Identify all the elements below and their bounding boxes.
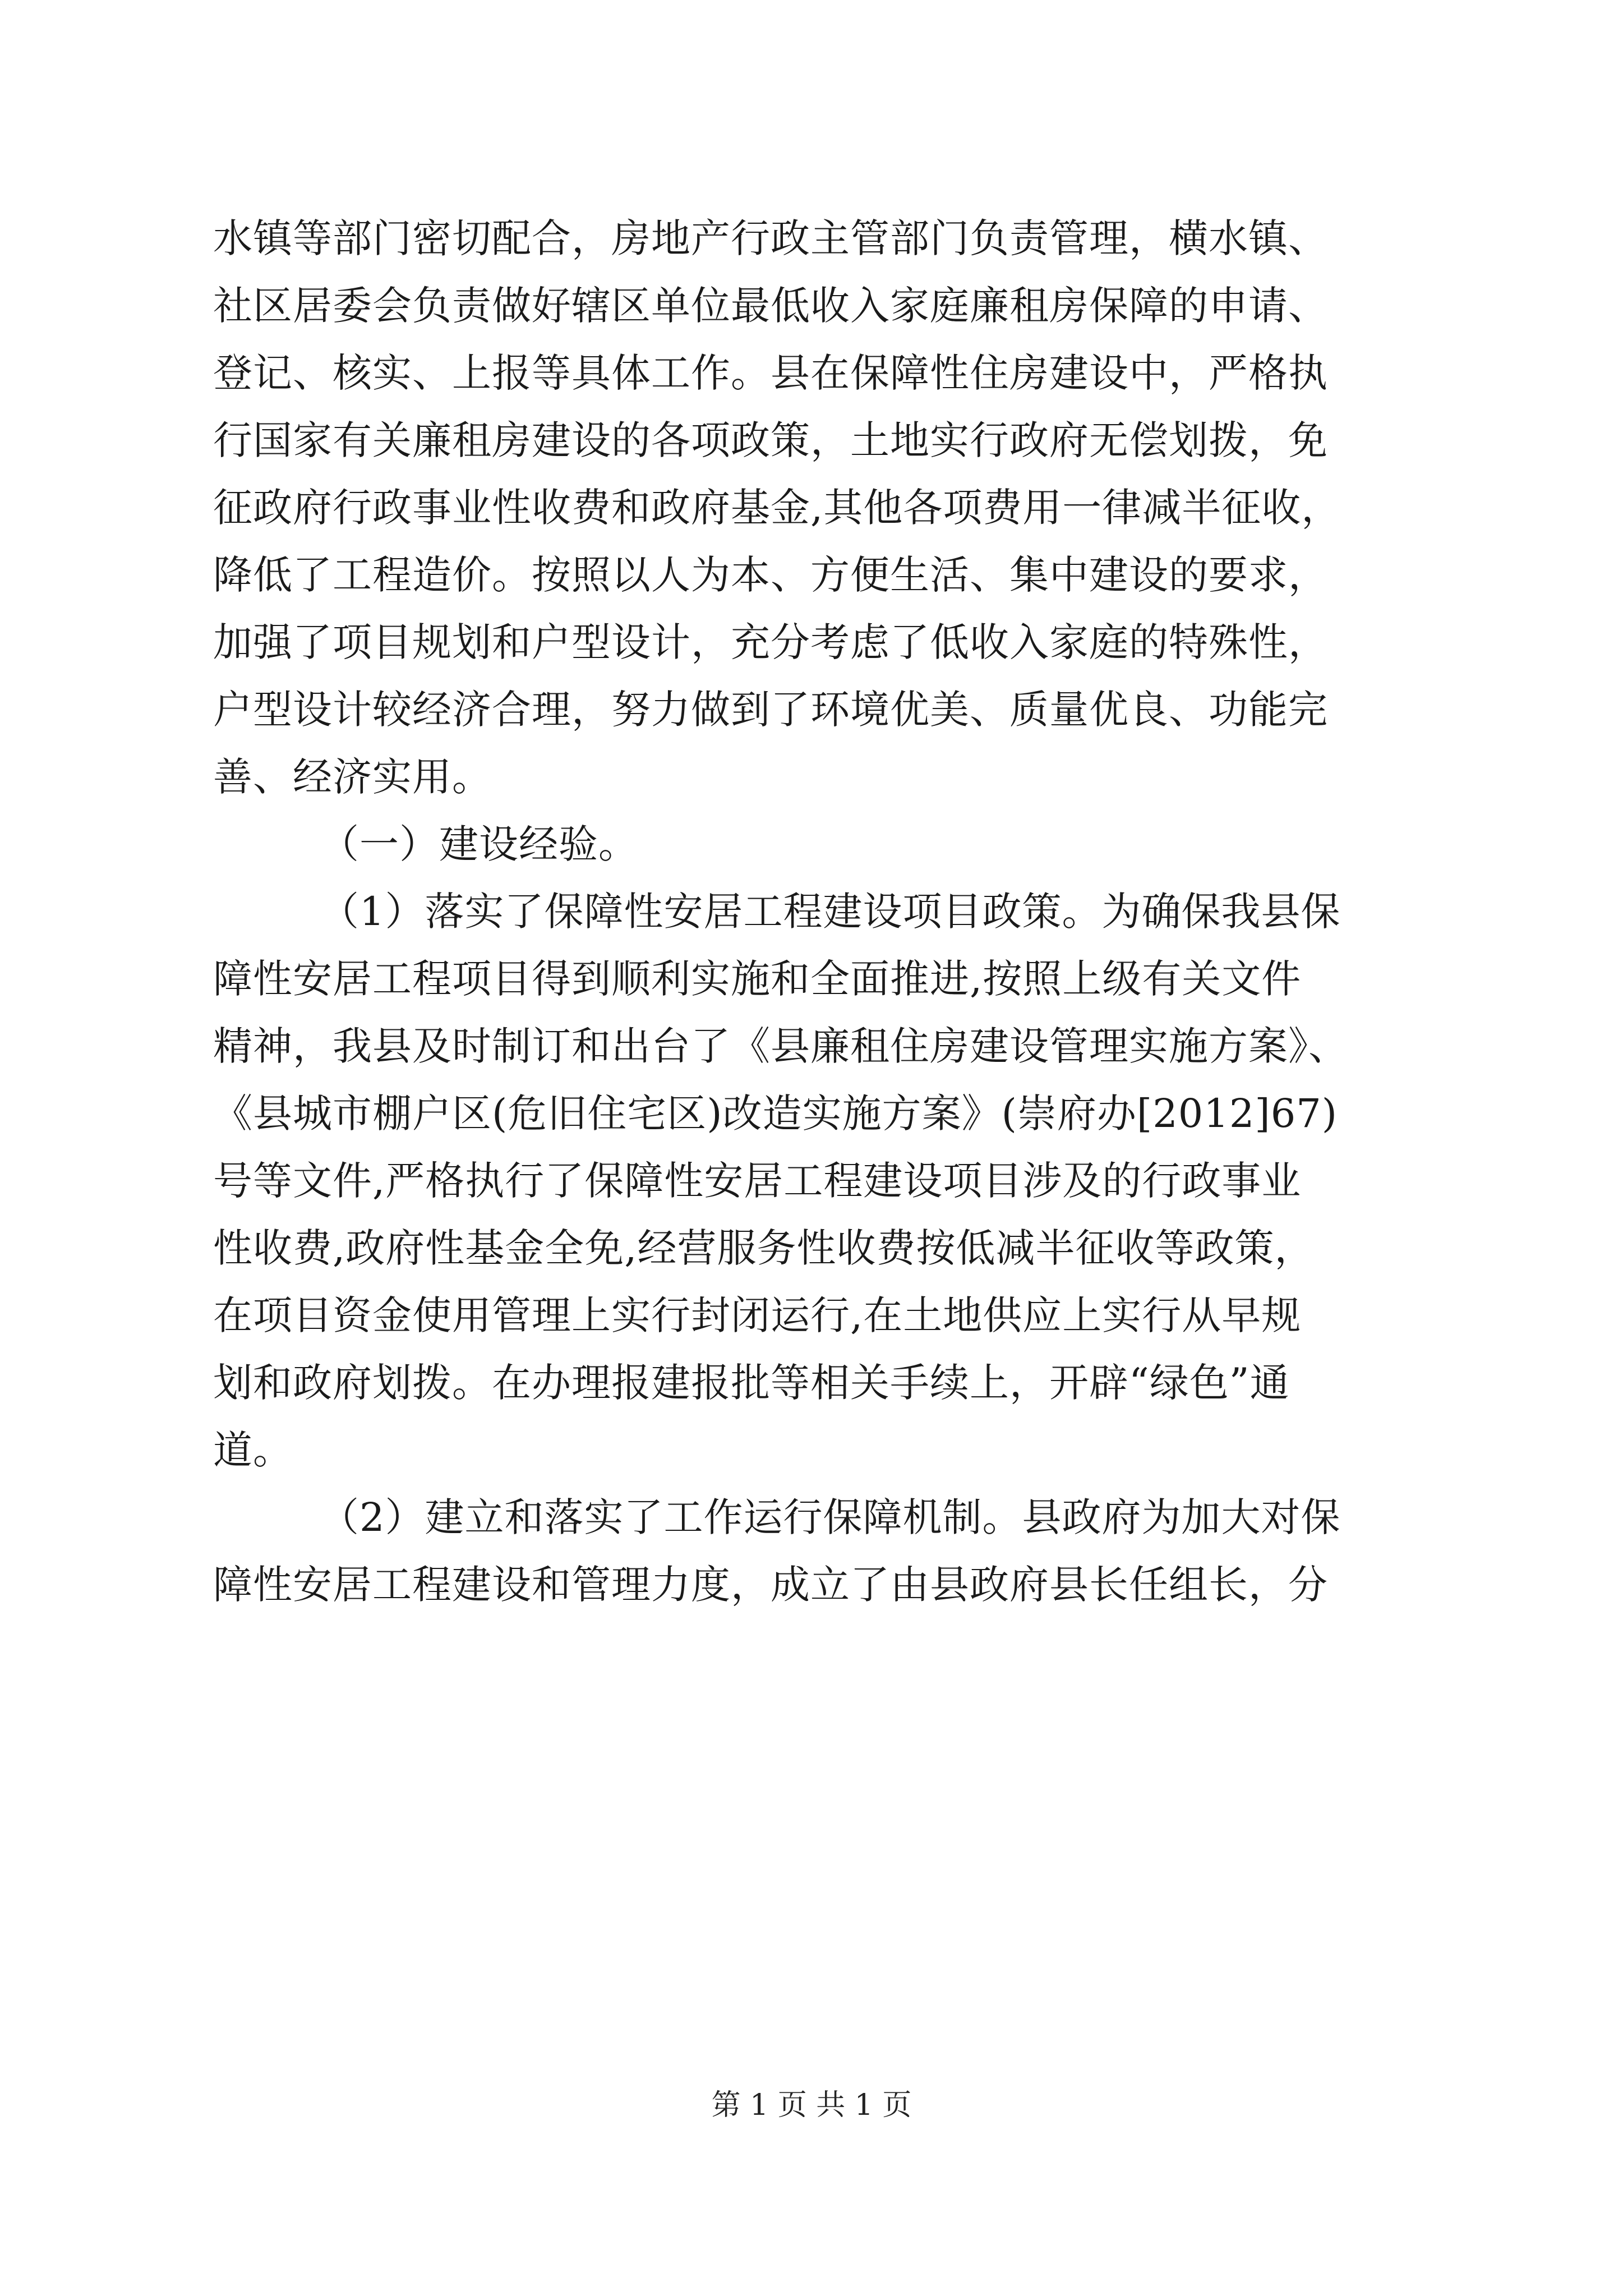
text-line: 善、经济实用。 [213, 754, 492, 800]
document-body [213, 205, 1419, 1618]
section-heading: （一）建设经验。 [320, 821, 638, 867]
text-line: 征政府行政事业性收费和政府基金,其他各项费用一律减半征收， [213, 485, 1341, 531]
text-line: 水镇等部门密切配合，房地产行政主管部门负责管理，横水镇、 [213, 215, 1328, 261]
text-line: 性收费,政府性基金全免,经营服务性收费按低减半征收等政策， [213, 1225, 1315, 1271]
text-line: 障性安居工程项目得到顺利实施和全面推进,按照上级有关文件 [213, 956, 1302, 1002]
text-line: 号等文件,严格执行了保障性安居工程建设项目涉及的行政事业 [213, 1158, 1302, 1204]
text-line: 行国家有关廉租房建设的各项政策，土地实行政府无偿划拨，免 [213, 417, 1328, 463]
text-line: 精神，我县及时制订和出台了《县廉租住房建设管理实施方案》、 [213, 1023, 1348, 1069]
text-line: 障性安居工程建设和管理力度，成立了由县政府县长任组长，分 [213, 1562, 1328, 1608]
text-line: 登记、核实、上报等具体工作。县在保障性住房建设中，严格执 [213, 350, 1328, 396]
page-number-footer: 第 1 页 共 1 页 [711, 2088, 912, 2122]
paragraph-start: （2）建立和落实了工作运行保障机制。县政府为加大对保 [320, 1494, 1341, 1540]
text-line: 加强了项目规划和户型设计，充分考虑了低收入家庭的特殊性， [213, 619, 1328, 665]
text-line: 《县城市棚户区(危旧住宅区)改造实施方案》(崇府办[2012]67) [213, 1091, 1338, 1137]
text-line: 社区居委会负责做好辖区单位最低收入家庭廉租房保障的申请、 [213, 283, 1328, 329]
text-line: 户型设计较经济合理，努力做到了环境优美、质量优良、功能完 [213, 687, 1328, 733]
text-line: 在项目资金使用管理上实行封闭运行,在土地供应上实行从早规 [213, 1292, 1302, 1338]
paragraph-start: （1）落实了保障性安居工程建设项目政策。为确保我县保 [320, 889, 1341, 935]
text-line: 道。 [213, 1427, 293, 1473]
text-line: 划和政府划拨。在办理报建报批等相关手续上，开辟“绿色”通 [213, 1360, 1290, 1406]
text-line: 降低了工程造价。按照以人为本、方便生活、集中建设的要求， [213, 552, 1328, 598]
